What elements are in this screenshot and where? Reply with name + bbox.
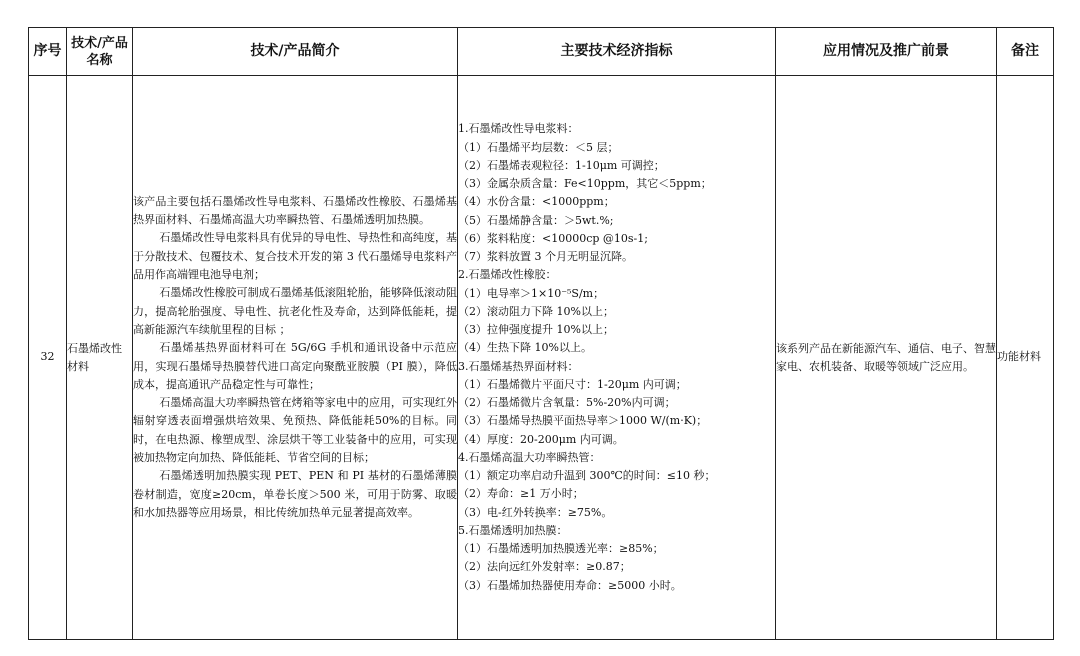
indicator-list: [458, 76, 776, 640]
indicator-line: （3）石墨烯导热膜平面热导率＞1000 W/(m·K)；: [458, 414, 708, 428]
indicator-line: （2）法向远红外发射率：≥0.87；: [458, 560, 631, 574]
table-row: [29, 76, 1054, 640]
indicator-line: （4）水份含量：<1000ppm；: [458, 195, 615, 209]
product-name: 石墨烯改性材料: [67, 76, 133, 640]
header-remark: 备注: [997, 28, 1054, 76]
intro-paragraph: 石墨烯改性橡胶可制成石墨烯基低滚阻轮胎，能够降低滚动阻力，提高轮胎强度、导电性、抗老化性及寿命，达到降低能耗，提高新能源汽车续航里程的目标 ；: [133, 286, 457, 336]
application-prospects: 该系列产品在新能源汽车、通信、电子、智慧家电、农机装备、取暖等领域广泛应用。: [776, 76, 997, 640]
indicator-line: （3）金属杂质含量：Fe<10ppm，其它＜5ppm；: [458, 177, 712, 190]
indicator-line: （5）石墨烯静含量：＞5wt.%;: [458, 213, 614, 227]
indicator-line: （3）拉伸强度提升 10%以上；: [458, 323, 614, 336]
indicator-line: （2）石墨烯微片含氧量：5%-20%内可调；: [458, 396, 676, 409]
header-application: 应用情况及推广前景: [776, 28, 997, 76]
indicator-line: （6）浆料粘度：<10000cp @10s-1;: [458, 231, 648, 245]
indicator-line: （4）厚度：20-200μm 内可调。: [458, 432, 624, 446]
indicator-line: 5.石墨烯透明加热膜：: [458, 523, 568, 537]
header-name: 技术/产品名称: [67, 28, 133, 76]
indicator-line: （2）滚动阻力下降 10%以上；: [458, 304, 614, 318]
indicator-line: （3）石墨烯加热器使用寿命：≥5000 小时。: [458, 578, 682, 592]
indicator-line: （3）电-红外转换率：≥75%。: [458, 505, 613, 519]
indicator-line: （2）石墨烯表观粒径：1-10μm 可调控；: [458, 158, 665, 172]
indicator-line: （7）浆料放置 3 个月无明显沉降。: [458, 250, 633, 263]
indicator-line: （4）生热下降 10%以上。: [458, 341, 592, 355]
indicator-line: 2.石墨烯改性橡胶：: [458, 268, 557, 282]
row-number: 32: [29, 76, 67, 640]
intro-paragraph: 石墨烯高温大功率瞬热管在烤箱等家电中的应用，可实现红外辐射穿透表面增强烘培效果、免预热、降低能耗50%的目标。同时，在电热源、橡塑成型、涂层烘干等工业装备中的应用，可实现被加热物定向加热、降低能耗、节省空间的目标；: [133, 396, 457, 464]
indicator-line: 4.石墨烯高温大功率瞬热管：: [458, 450, 601, 464]
product-intro: [133, 76, 458, 640]
intro-paragraph: 该产品主要包括石墨烯改性导电浆料、石墨烯改性橡胶、石墨烯基热界面材料、石墨烯高温大功率瞬热管、石墨烯透明加热膜。: [133, 194, 457, 227]
intro-paragraph: 石墨烯基热界面材料可在 5G/6G 手机和通讯设备中示范应用，实现石墨烯导热膜替代进口高定向聚酰亚胺膜（PI 膜），降低成本，提高通讯产品稳定性与可靠性；: [133, 341, 457, 391]
header-no: 序号: [29, 28, 67, 76]
table-header-row: [29, 28, 1054, 76]
product-table: [28, 27, 1054, 640]
indicator-line: （1）石墨烯透明加热膜透光率：≥85%；: [458, 542, 664, 555]
indicator-line: 3.石墨烯基热界面材料：: [458, 359, 579, 373]
intro-paragraph: 石墨烯改性导电浆料具有优异的导电性、导热性和高纯度，基于分散技术、包覆技术、复合技术开发的第 3 代石墨烯导电浆料产品用作高端锂电池导电剂；: [133, 231, 457, 282]
indicator-line: （1）石墨烯微片平面尺寸：1-20μm 内可调；: [458, 377, 687, 391]
indicator-line: 1.石墨烯改性导电浆料：: [458, 122, 579, 136]
intro-paragraph: 石墨烯透明加热膜实现 PET、PEN 和 PI 基材的石墨烯薄膜卷材制造，宽度≥20cm，单卷长度＞500 米，可用于防雾、取暖和水加热器等应用场景，相比传统加热单元显著提高效率。: [133, 469, 457, 519]
indicator-line: （1）额定功率启动升温到 300℃的时间：≤10 秒；: [458, 469, 716, 482]
remark: 功能材料: [997, 76, 1054, 640]
indicator-line: （1）石墨烯平均层数：＜5 层；: [458, 140, 619, 154]
indicator-line: （2）寿命：≥1 万小时；: [458, 487, 584, 501]
header-intro: 技术/产品简介: [133, 28, 458, 76]
indicator-line: （1）电导率＞1×10⁻⁵S/m；: [458, 286, 605, 300]
header-indicators: 主要技术经济指标: [458, 28, 776, 76]
